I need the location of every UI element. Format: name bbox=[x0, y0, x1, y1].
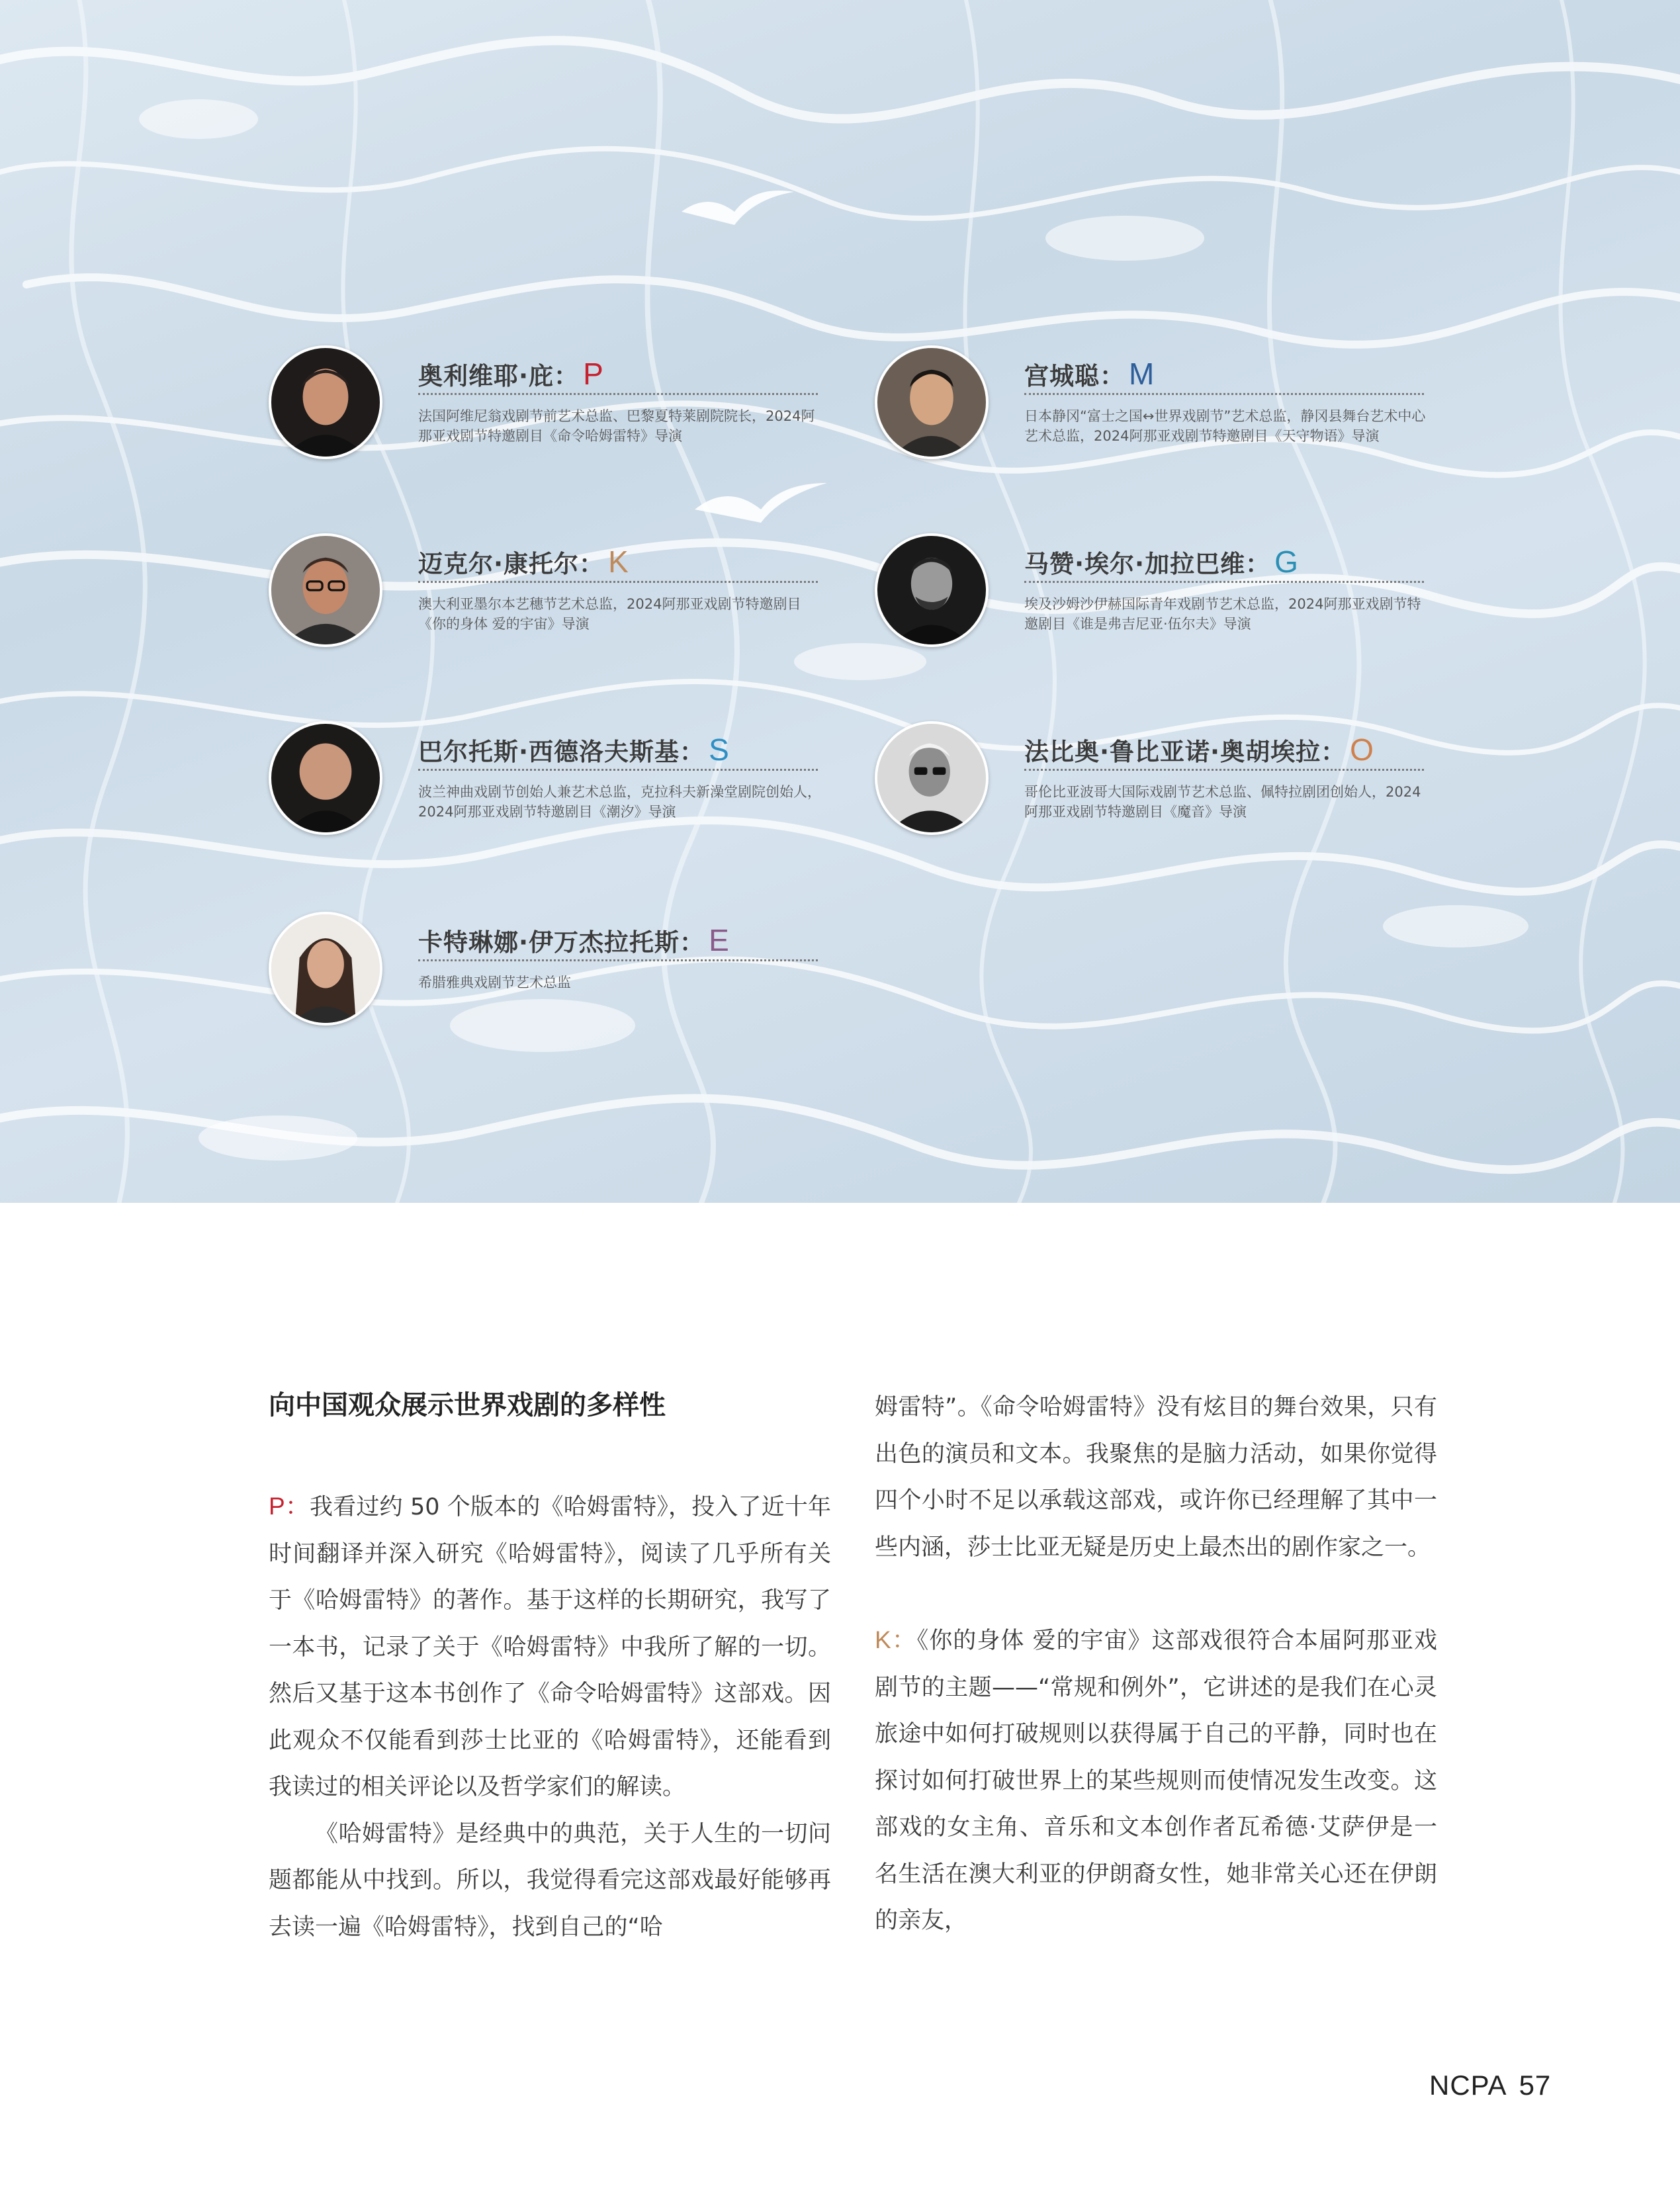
person-card-g bbox=[875, 533, 1424, 659]
speaker-initial: O bbox=[1350, 732, 1374, 767]
person-name: 马赞·埃尔·加拉巴维： bbox=[1024, 550, 1271, 578]
avatar bbox=[269, 912, 382, 1026]
speaker-initial: G bbox=[1274, 545, 1298, 579]
article-column-left bbox=[269, 1389, 831, 1950]
section-heading: 向中国观众展示世界戏剧的多样性 bbox=[269, 1390, 666, 1421]
avatar bbox=[875, 721, 989, 835]
paragraph-hamlet: 《哈姆雷特》是经典中的典范，关于人生的一切问题都能从中找到。所以，我觉得看完这部戏最好能够再去读一遍《哈姆雷特》，找到自己的“哈 bbox=[269, 1820, 831, 1941]
page-number: 57 bbox=[1519, 2070, 1552, 2101]
speaker-initial: M bbox=[1129, 357, 1155, 391]
speaker-label-p: P： bbox=[269, 1493, 310, 1520]
speaker-initial: P bbox=[583, 357, 603, 391]
speaker-label-k: K： bbox=[875, 1626, 917, 1653]
avatar bbox=[269, 345, 382, 459]
person-role: 法国阿维尼翁戏剧节前艺术总监、巴黎夏特莱剧院院长，2024阿那亚戏剧节特邀剧目《命令哈姆雷特》导演 bbox=[418, 408, 815, 444]
avatar bbox=[875, 345, 989, 459]
paragraph-continued: 姆雷特”。《命令哈姆雷特》没有炫目的舞台效果，只有出色的演员和文本。我聚焦的是脑力活动，如果你觉得四个小时不足以承载这部戏，或许你已经理解了其中一些内涵，莎士比亚无疑是历史上最杰出的剧作家之一。 bbox=[875, 1394, 1437, 1561]
person-name: 迈克尔·康托尔： bbox=[418, 550, 605, 578]
magazine-brand: NCPA bbox=[1429, 2070, 1507, 2101]
person-role: 希腊雅典戏剧节艺术总监 bbox=[418, 975, 571, 990]
person-role: 哥伦比亚波哥大国际戏剧节艺术总监、佩特拉剧团创始人，2024阿那亚戏剧节特邀剧目《魔音》导演 bbox=[1024, 784, 1421, 820]
person-name: 宫城聪： bbox=[1024, 362, 1125, 390]
person-role: 澳大利亚墨尔本艺穗节艺术总监，2024阿那亚戏剧节特邀剧目《你的身体 爱的宇宙》导演 bbox=[418, 596, 801, 632]
article-column-right bbox=[875, 1389, 1437, 1945]
person-role: 埃及沙姆沙伊赫国际青年戏剧节艺术总监，2024阿那亚戏剧节特邀剧目《谁是弗吉尼亚·伍尔夫》导演 bbox=[1024, 596, 1421, 632]
paragraph-k bbox=[875, 1617, 1437, 1945]
person-name: 巴尔托斯·西德洛夫斯基： bbox=[418, 738, 705, 766]
person-card-s bbox=[269, 721, 821, 847]
person-card-m bbox=[875, 345, 1424, 471]
person-role: 日本静冈“富士之国↔世界戏剧节”艺术总监，静冈县舞台艺术中心艺术总监，2024阿那亚戏剧节特邀剧目《天守物语》导演 bbox=[1024, 408, 1426, 444]
person-name: 卡特琳娜·伊万杰拉托斯： bbox=[418, 928, 705, 957]
speaker-initial: S bbox=[709, 732, 729, 767]
paragraph-p bbox=[269, 1483, 831, 1811]
avatar bbox=[875, 533, 989, 647]
avatar bbox=[269, 533, 382, 647]
person-role: 波兰神曲戏剧节创始人兼艺术总监，克拉科夫新澡堂剧院创始人，2024阿那亚戏剧节特邀剧目《潮汐》导演 bbox=[418, 784, 821, 820]
speaker-initial: E bbox=[709, 923, 729, 957]
page-footer bbox=[1429, 2070, 1551, 2101]
speaker-initial: K bbox=[608, 545, 629, 579]
person-card-e bbox=[269, 912, 818, 1037]
person-card-p bbox=[269, 345, 818, 471]
person-name: 奥利维耶·庇： bbox=[418, 362, 580, 390]
paragraph-text: 《你的身体 爱的宇宙》这部戏很符合本届阿那亚戏剧节的主题——“常规和例外”，它讲述的是我们在心灵旅途中如何打破规则以获得属于自己的平静，同时也在探讨如何打破世界上的某些规则而使情况发生改变。这部戏的女主角、音乐和文本创作者瓦希德·艾萨伊是一名生活在澳大利亚的伊朗裔女性，她非常关心还在伊朗的亲友， bbox=[875, 1628, 1437, 1934]
paragraph-text: 我看过约 50 个版本的《哈姆雷特》，投入了近十年时间翻译并深入研究《哈姆雷特》，阅读了几乎所有关于《哈姆雷特》的著作。基于这样的长期研究，我写了一本书，记录了关于《哈姆雷特》中我所了解的一切。然后又基于这本书创作了《命令哈姆雷特》这部戏。因此观众不仅能看到莎士比亚的《哈姆雷特》，还能看到我读过的相关评论以及哲学家们的解读。 bbox=[269, 1494, 831, 1800]
person-card-k bbox=[269, 533, 818, 659]
person-name: 法比奥·鲁比亚诺·奥胡埃拉： bbox=[1024, 738, 1347, 766]
person-card-o bbox=[875, 721, 1424, 847]
avatar bbox=[269, 721, 382, 835]
